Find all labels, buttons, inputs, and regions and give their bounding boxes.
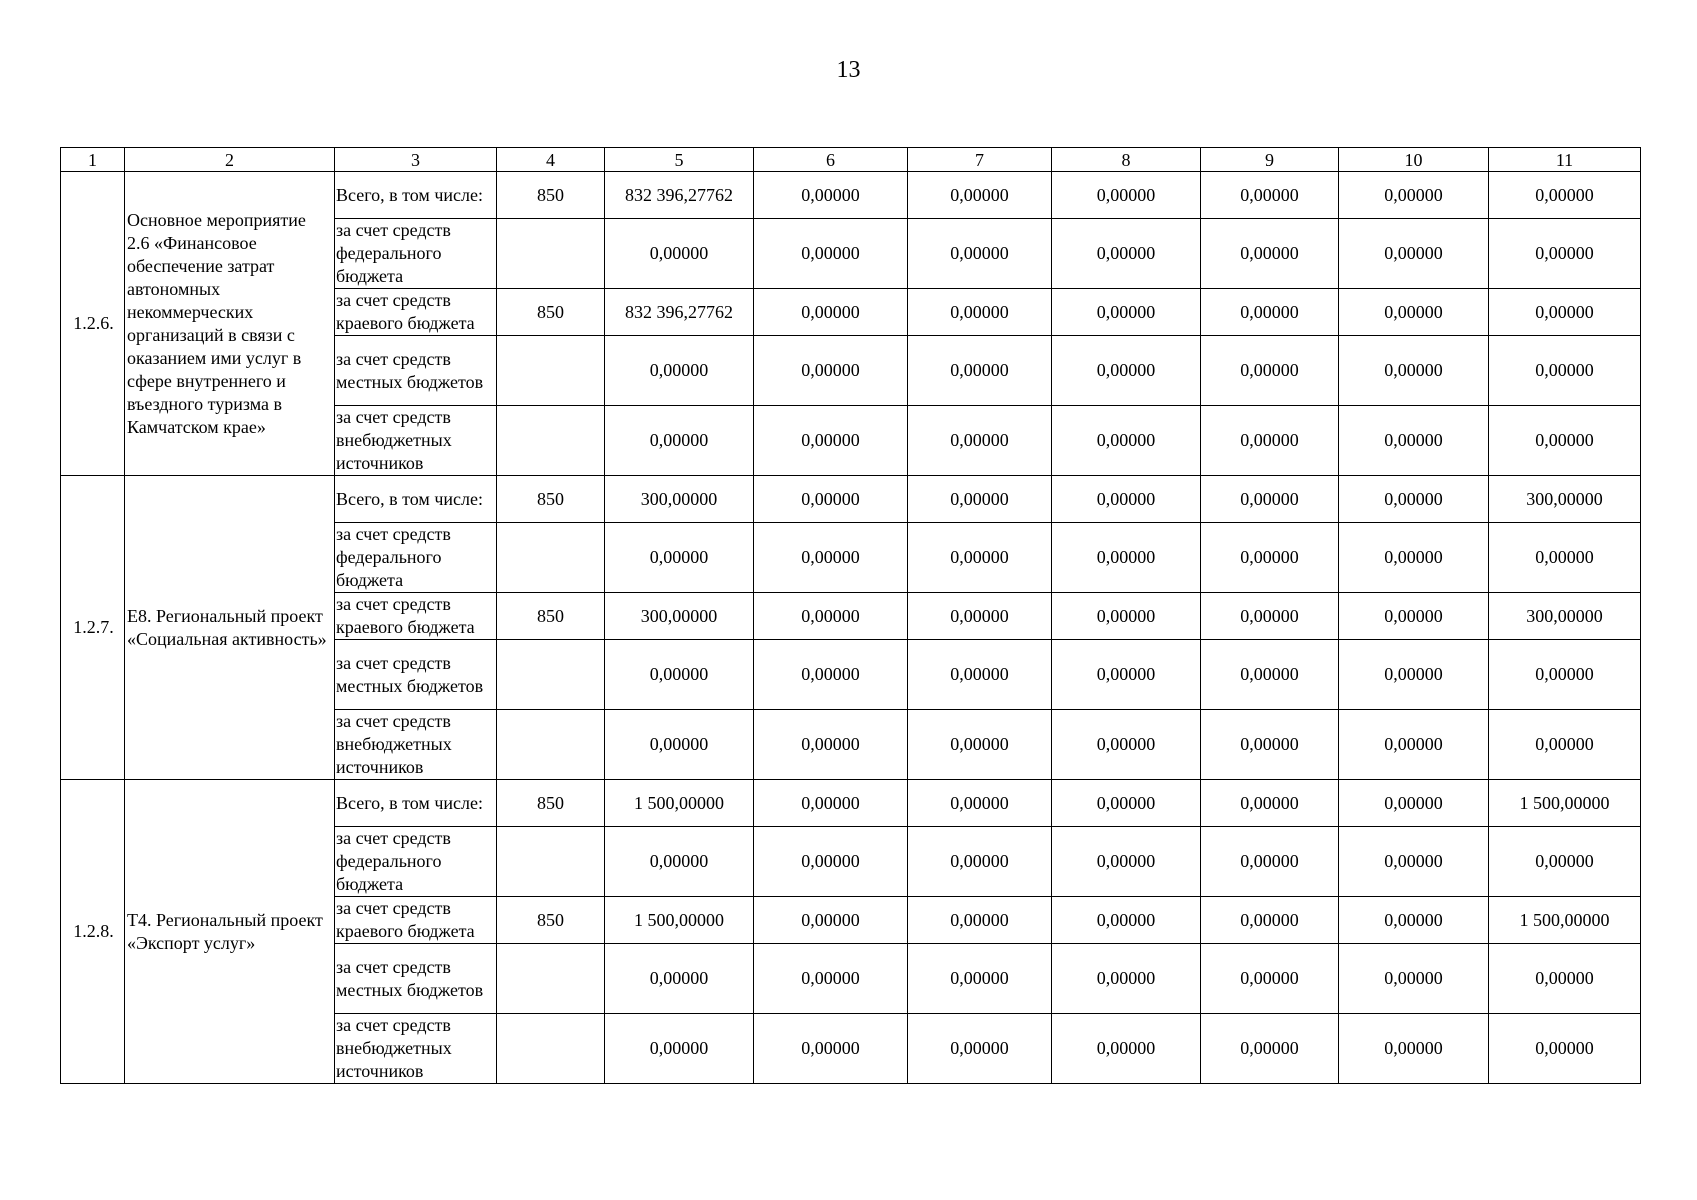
amount-cell: 0,00000 xyxy=(1201,289,1339,336)
code-cell: 850 xyxy=(497,593,605,640)
amount-cell: 0,00000 xyxy=(908,944,1052,1014)
header-cell: 6 xyxy=(754,148,908,172)
amount-cell: 0,00000 xyxy=(1339,523,1489,593)
amount-cell: 0,00000 xyxy=(754,897,908,944)
amount-cell: 0,00000 xyxy=(908,476,1052,523)
amount-cell: 0,00000 xyxy=(754,593,908,640)
amount-cell: 1 500,00000 xyxy=(605,780,754,827)
funding-source-cell: Всего, в том числе: xyxy=(335,780,497,827)
header-cell: 11 xyxy=(1489,148,1641,172)
funding-source-cell: за счет средств местных бюджетов xyxy=(335,944,497,1014)
amount-cell: 0,00000 xyxy=(1052,406,1201,476)
amount-cell: 0,00000 xyxy=(908,827,1052,897)
funding-source-cell: за счет средств внебюджетных источников xyxy=(335,1014,497,1084)
amount-cell: 0,00000 xyxy=(754,219,908,289)
amount-cell: 0,00000 xyxy=(754,406,908,476)
amount-cell: 0,00000 xyxy=(605,710,754,780)
amount-cell: 0,00000 xyxy=(754,172,908,219)
amount-cell: 0,00000 xyxy=(605,827,754,897)
table-row xyxy=(61,780,1641,827)
amount-cell: 0,00000 xyxy=(1339,944,1489,1014)
amount-cell: 0,00000 xyxy=(1052,523,1201,593)
amount-cell: 0,00000 xyxy=(908,640,1052,710)
amount-cell: 0,00000 xyxy=(1201,640,1339,710)
amount-cell: 0,00000 xyxy=(908,406,1052,476)
amount-cell: 0,00000 xyxy=(605,944,754,1014)
table-row xyxy=(61,476,1641,523)
funding-source-cell: за счет средств краевого бюджета xyxy=(335,897,497,944)
amount-cell: 0,00000 xyxy=(1489,406,1641,476)
amount-cell: 0,00000 xyxy=(754,1014,908,1084)
amount-cell: 0,00000 xyxy=(1201,827,1339,897)
amount-cell: 1 500,00000 xyxy=(1489,780,1641,827)
amount-cell: 0,00000 xyxy=(754,640,908,710)
amount-cell: 0,00000 xyxy=(1489,219,1641,289)
funding-source-cell: за счет средств внебюджетных источников xyxy=(335,406,497,476)
amount-cell: 0,00000 xyxy=(1489,1014,1641,1084)
amount-cell: 0,00000 xyxy=(1201,593,1339,640)
amount-cell: 0,00000 xyxy=(754,523,908,593)
funding-source-cell: за счет средств федерального бюджета xyxy=(335,523,497,593)
amount-cell: 0,00000 xyxy=(1052,172,1201,219)
amount-cell: 0,00000 xyxy=(1201,780,1339,827)
item-name-cell: Е8. Региональный проект «Социальная активность» xyxy=(125,476,335,780)
amount-cell: 0,00000 xyxy=(1339,172,1489,219)
budget-table xyxy=(60,147,1641,1084)
header-cell: 9 xyxy=(1201,148,1339,172)
amount-cell: 0,00000 xyxy=(1339,640,1489,710)
amount-cell: 0,00000 xyxy=(908,780,1052,827)
code-cell xyxy=(497,710,605,780)
header-cell: 2 xyxy=(125,148,335,172)
amount-cell: 0,00000 xyxy=(1052,897,1201,944)
amount-cell: 832 396,27762 xyxy=(605,172,754,219)
amount-cell: 0,00000 xyxy=(754,827,908,897)
code-cell: 850 xyxy=(497,897,605,944)
code-cell xyxy=(497,640,605,710)
amount-cell: 0,00000 xyxy=(1339,336,1489,406)
funding-source-cell: за счет средств краевого бюджета xyxy=(335,289,497,336)
amount-cell: 0,00000 xyxy=(908,219,1052,289)
item-number-cell: 1.2.6. xyxy=(61,172,125,476)
amount-cell: 0,00000 xyxy=(1201,219,1339,289)
code-cell: 850 xyxy=(497,780,605,827)
amount-cell: 0,00000 xyxy=(754,336,908,406)
amount-cell: 0,00000 xyxy=(754,289,908,336)
code-cell: 850 xyxy=(497,289,605,336)
amount-cell: 0,00000 xyxy=(1052,1014,1201,1084)
code-cell xyxy=(497,523,605,593)
amount-cell: 0,00000 xyxy=(1201,406,1339,476)
amount-cell: 0,00000 xyxy=(1201,172,1339,219)
page-number: 13 xyxy=(836,57,861,83)
header-cell: 4 xyxy=(497,148,605,172)
amount-cell: 0,00000 xyxy=(908,289,1052,336)
funding-source-cell: за счет средств внебюджетных источников xyxy=(335,710,497,780)
amount-cell: 0,00000 xyxy=(605,640,754,710)
header-cell: 7 xyxy=(908,148,1052,172)
header-cell: 10 xyxy=(1339,148,1489,172)
amount-cell: 0,00000 xyxy=(754,780,908,827)
amount-cell: 0,00000 xyxy=(1339,406,1489,476)
header-cell: 5 xyxy=(605,148,754,172)
amount-cell: 0,00000 xyxy=(1201,897,1339,944)
amount-cell: 0,00000 xyxy=(1339,710,1489,780)
amount-cell: 0,00000 xyxy=(1201,1014,1339,1084)
amount-cell: 0,00000 xyxy=(908,172,1052,219)
amount-cell: 0,00000 xyxy=(1339,1014,1489,1084)
funding-source-cell: за счет средств федерального бюджета xyxy=(335,827,497,897)
amount-cell: 0,00000 xyxy=(1201,523,1339,593)
amount-cell: 0,00000 xyxy=(1052,289,1201,336)
funding-source-cell: за счет средств местных бюджетов xyxy=(335,336,497,406)
amount-cell: 0,00000 xyxy=(1489,289,1641,336)
amount-cell: 0,00000 xyxy=(908,336,1052,406)
amount-cell: 0,00000 xyxy=(1339,897,1489,944)
amount-cell: 300,00000 xyxy=(1489,476,1641,523)
funding-source-cell: Всего, в том числе: xyxy=(335,476,497,523)
amount-cell: 300,00000 xyxy=(605,476,754,523)
code-cell xyxy=(497,336,605,406)
funding-source-cell: Всего, в том числе: xyxy=(335,172,497,219)
amount-cell: 0,00000 xyxy=(908,1014,1052,1084)
amount-cell: 0,00000 xyxy=(1339,476,1489,523)
amount-cell: 0,00000 xyxy=(1201,944,1339,1014)
amount-cell: 0,00000 xyxy=(1201,710,1339,780)
amount-cell: 0,00000 xyxy=(1339,219,1489,289)
header-cell: 3 xyxy=(335,148,497,172)
amount-cell: 0,00000 xyxy=(1052,780,1201,827)
item-number-cell: 1.2.7. xyxy=(61,476,125,780)
amount-cell: 0,00000 xyxy=(1052,827,1201,897)
amount-cell: 0,00000 xyxy=(1052,944,1201,1014)
amount-cell: 0,00000 xyxy=(908,523,1052,593)
code-cell xyxy=(497,1014,605,1084)
header-cell: 8 xyxy=(1052,148,1201,172)
amount-cell: 0,00000 xyxy=(1052,710,1201,780)
code-cell xyxy=(497,827,605,897)
amount-cell: 300,00000 xyxy=(605,593,754,640)
amount-cell: 0,00000 xyxy=(908,710,1052,780)
amount-cell: 0,00000 xyxy=(1201,476,1339,523)
funding-source-cell: за счет средств местных бюджетов xyxy=(335,640,497,710)
amount-cell: 0,00000 xyxy=(1339,289,1489,336)
amount-cell: 0,00000 xyxy=(1489,710,1641,780)
amount-cell: 0,00000 xyxy=(1339,780,1489,827)
amount-cell: 0,00000 xyxy=(1489,827,1641,897)
code-cell xyxy=(497,944,605,1014)
amount-cell: 0,00000 xyxy=(754,710,908,780)
amount-cell: 0,00000 xyxy=(1489,336,1641,406)
amount-cell: 0,00000 xyxy=(1052,336,1201,406)
amount-cell: 1 500,00000 xyxy=(605,897,754,944)
amount-cell: 1 500,00000 xyxy=(1489,897,1641,944)
amount-cell: 0,00000 xyxy=(1052,640,1201,710)
amount-cell: 0,00000 xyxy=(754,944,908,1014)
amount-cell: 0,00000 xyxy=(908,593,1052,640)
funding-source-cell: за счет средств краевого бюджета xyxy=(335,593,497,640)
amount-cell: 0,00000 xyxy=(605,219,754,289)
amount-cell: 0,00000 xyxy=(1339,593,1489,640)
table-row xyxy=(61,172,1641,219)
code-cell xyxy=(497,219,605,289)
item-name-cell: Основное мероприятие 2.6 «Финансовое обеспечение затрат автономных некоммерческих организаций в связи с оказанием ими услуг в сфере внутреннего и въездного туризма в Камчатском крае» xyxy=(125,172,335,476)
amount-cell: 0,00000 xyxy=(605,336,754,406)
code-cell xyxy=(497,406,605,476)
amount-cell: 0,00000 xyxy=(1339,827,1489,897)
header-cell: 1 xyxy=(61,148,125,172)
amount-cell: 0,00000 xyxy=(1489,944,1641,1014)
item-name-cell: Т4. Региональный проект «Экспорт услуг» xyxy=(125,780,335,1084)
amount-cell: 0,00000 xyxy=(908,897,1052,944)
item-number-cell: 1.2.8. xyxy=(61,780,125,1084)
funding-source-cell: за счет средств федерального бюджета xyxy=(335,219,497,289)
amount-cell: 0,00000 xyxy=(605,1014,754,1084)
amount-cell: 0,00000 xyxy=(1489,523,1641,593)
amount-cell: 0,00000 xyxy=(1052,593,1201,640)
amount-cell: 0,00000 xyxy=(1489,640,1641,710)
header-row xyxy=(61,148,1641,172)
amount-cell: 832 396,27762 xyxy=(605,289,754,336)
amount-cell: 0,00000 xyxy=(605,523,754,593)
amount-cell: 0,00000 xyxy=(754,476,908,523)
code-cell: 850 xyxy=(497,476,605,523)
amount-cell: 0,00000 xyxy=(1052,219,1201,289)
amount-cell: 0,00000 xyxy=(1489,172,1641,219)
amount-cell: 0,00000 xyxy=(1201,336,1339,406)
amount-cell: 0,00000 xyxy=(605,406,754,476)
amount-cell: 300,00000 xyxy=(1489,593,1641,640)
amount-cell: 0,00000 xyxy=(1052,476,1201,523)
code-cell: 850 xyxy=(497,172,605,219)
